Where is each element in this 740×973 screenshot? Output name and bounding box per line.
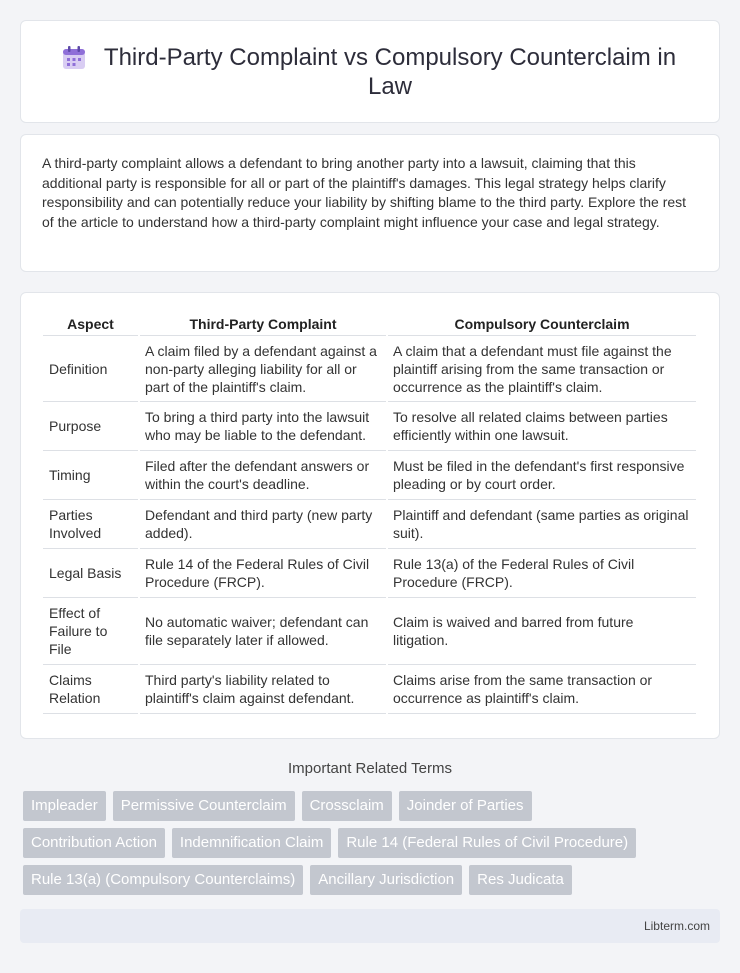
row-third-party: Filed after the defendant answers or within the court's deadline. [140,451,386,500]
tag-rule-14[interactable]: Rule 14 (Federal Rules of Civil Procedure) [338,828,636,858]
tag-res-judicata[interactable]: Res Judicata [469,865,572,895]
row-aspect: Purpose [43,402,138,451]
related-terms-title: Important Related Terms [288,760,452,777]
intro-card [20,134,720,272]
row-aspect: Timing [43,451,138,500]
tag-permissive-counterclaim[interactable]: Permissive Counterclaim [113,791,295,821]
table-row [43,500,696,549]
tag-contribution-action[interactable]: Contribution Action [23,828,165,858]
row-compulsory: Claim is waived and barred from future litigation. [388,598,696,665]
header-compulsory: Compulsory Counterclaim [388,315,696,336]
calendar-icon [61,45,87,71]
tag-joinder-of-parties[interactable]: Joinder of Parties [399,791,532,821]
table-row [43,549,696,598]
table-header-row [43,315,696,336]
row-third-party: To bring a third party into the lawsuit who may be liable to the defendant. [140,402,386,451]
intro-text: A third-party complaint allows a defendant to bring another party into a lawsuit, claiming that this additional party is responsible for all or part of the plaintiff's damages. This legal strategy helps clarify responsibility and can potentially reduce your liability by shifting blame to the third party. Explore the rest of the article to understand how a third-party complaint might influence your case and legal strategy. [42,155,687,230]
row-compulsory: To resolve all related claims between parties efficiently within one lawsuit. [388,402,696,451]
row-aspect: Legal Basis [43,549,138,598]
row-aspect: Definition [43,336,138,402]
table-row [43,598,696,665]
page-title: Third-Party Complaint vs Compulsory Counterclaim in Law [103,43,677,100]
table-row [43,336,696,402]
row-third-party: Defendant and third party (new party added). [140,500,386,549]
header-third-party: Third-Party Complaint [140,315,386,336]
row-third-party: Third party's liability related to plaintiff's claim against defendant. [140,665,386,714]
table-row [43,451,696,500]
tag-row [23,828,703,858]
tag-crossclaim[interactable]: Crossclaim [302,791,392,821]
comparison-table [41,315,698,714]
table-row [43,402,696,451]
tag-ancillary-jurisdiction[interactable]: Ancillary Jurisdiction [310,865,462,895]
tag-impleader[interactable]: Impleader [23,791,106,821]
title-wrap [21,43,719,101]
related-terms-tags [23,791,703,902]
tag-indemnification-claim[interactable]: Indemnification Claim [172,828,331,858]
footer [20,909,720,943]
row-aspect: Effect of Failure to File [43,598,138,665]
row-third-party: A claim filed by a defendant against a non-party alleging liability for all or part of the plaintiff's claim. [140,336,386,402]
row-compulsory: Claims arise from the same transaction or occurrence as plaintiff's claim. [388,665,696,714]
row-third-party: No automatic waiver; defendant can file separately later if allowed. [140,598,386,665]
row-compulsory: Must be filed in the defendant's first responsive pleading or by court order. [388,451,696,500]
footer-site-link[interactable]: Libterm.com [643,919,710,933]
table-row [43,665,696,714]
row-compulsory: Rule 13(a) of the Federal Rules of Civil Procedure (FRCP). [388,549,696,598]
tag-row [23,865,703,895]
tag-rule-13a[interactable]: Rule 13(a) (Compulsory Counterclaims) [23,865,303,895]
header-aspect: Aspect [43,315,138,336]
row-compulsory: A claim that a defendant must file against the plaintiff arising from the same transaction or occurrence as the plaintiff's claim. [388,336,696,402]
tag-row [23,791,703,821]
title-card [20,20,720,123]
row-third-party: Rule 14 of the Federal Rules of Civil Procedure (FRCP). [140,549,386,598]
row-aspect: Claims Relation [43,665,138,714]
table-card [20,292,720,739]
row-aspect: Parties Involved [43,500,138,549]
row-compulsory: Plaintiff and defendant (same parties as original suit). [388,500,696,549]
